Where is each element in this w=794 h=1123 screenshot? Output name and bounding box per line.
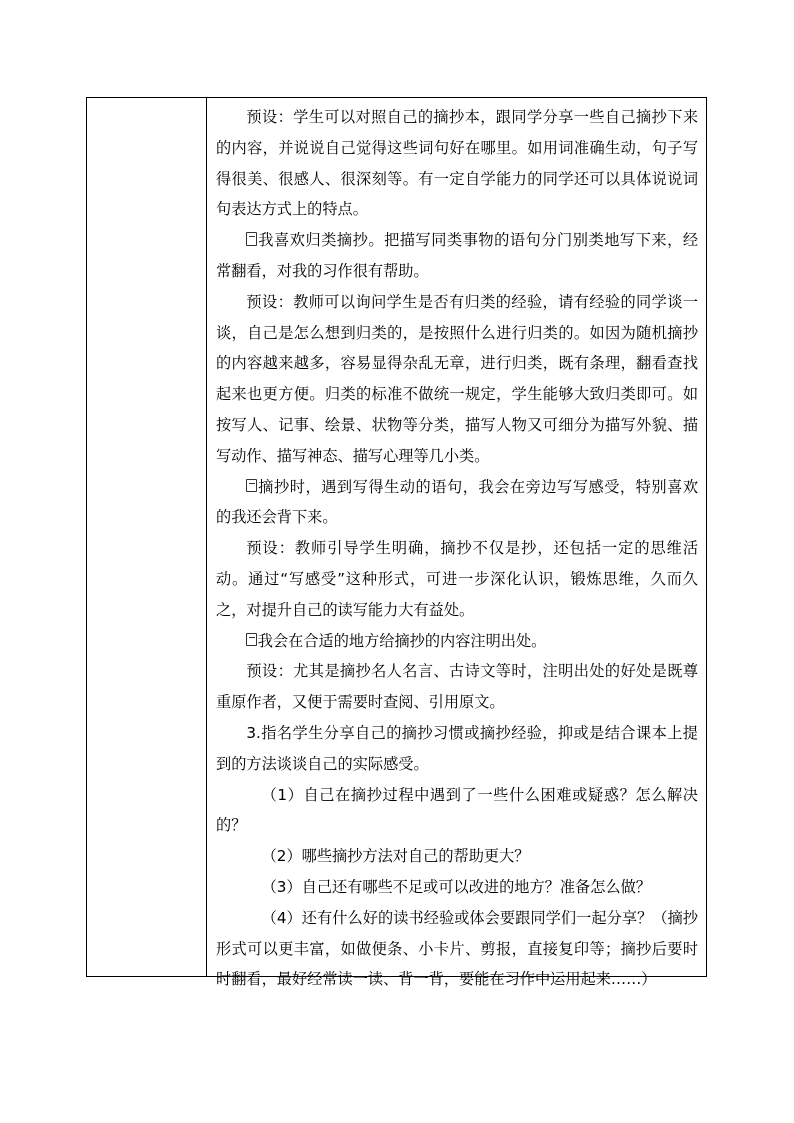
speaker-mark-icon: [246, 479, 257, 493]
table-content-cell: [207, 98, 706, 989]
paragraph-text: 我喜欢归类摘抄。把描写同类事物的语句分门别类地写下来，经常翻看，对我的习作很有帮助。: [216, 231, 698, 280]
paragraph-text: 我会在合适的地方给摘抄的内容注明出处。: [257, 631, 547, 650]
paragraph-step-3: 3.指名学生分享自己的摘抄习惯或摘抄经验，抑或是结合课本上提到的方法谈谈自己的实际感受。: [216, 723, 698, 773]
lesson-table: [86, 97, 707, 989]
paragraph-preset-2: 预设：教师可以询问学生是否有归类的经验，请有经验的同学谈一谈，自己是怎么想到归类的，是按照什么进行归类的。如因为随机摘抄的内容越来越多，容易显得杂乱无章，进行归类，既有条理，翻看查找起来也更方便。归类的标准不做统一规定，学生能够大致归类即可。如按写人、记事、绘景、状物等分类，描写人物又可细分为描写外貌、描写动作、描写神态、描写心理等几小类。: [216, 292, 698, 465]
paragraph-student-1: [216, 225, 698, 287]
speaker-mark-icon: [246, 633, 257, 647]
paragraph-preset-1: 预设：学生可以对照自己的摘抄本，跟同学分享一些自己摘抄下来的内容，并说说自己觉得这些词句好在哪里。如用词准确生动，句子写得很美、很感人、很深刻等。有一定自学能力的同学还可以具体说说词句表达方式上的特点。: [216, 108, 698, 219]
paragraph-preset-3: 预设：教师引导学生明确，摘抄不仅是抄，还包括一定的思维活动。通过“写感受”这种形式，可进一步深化认识，锻炼思维，久而久之，对提升自己的读写能力大有益处。: [216, 539, 698, 619]
speaker-mark-icon: [246, 232, 257, 246]
paragraph-text: 摘抄时，遇到写得生动的语句，我会在旁边写写感受，特别喜欢的我还会背下来。: [216, 477, 698, 527]
paragraph-student-3: [216, 626, 698, 657]
question-4: （4）还有什么好的读书经验或体会要跟同学们一起分享？（摘抄形式可以更丰富，如做便条、小卡片、剪报，直接复印等；摘抄后要时时翻看，最好经常读一读、背一背，要能在习作中运用起来……）: [216, 908, 698, 989]
question-1: （1）自己在摘抄过程中遇到了一些什么困难或疑惑？怎么解决的？: [216, 785, 698, 835]
question-2: （2）哪些摘抄方法对自己的帮助更大？: [261, 847, 530, 866]
question-3: （3）自己还有哪些不足或可以改进的地方？准备怎么做？: [261, 877, 651, 896]
paragraph-student-2: [216, 472, 698, 534]
table-left-column: [87, 98, 207, 976]
paragraph-preset-4: 预设：尤其是摘抄名人名言、古诗文等时，注明出处的好处是既尊重原作者，又便于需要时查阅、引用原文。: [216, 662, 698, 712]
